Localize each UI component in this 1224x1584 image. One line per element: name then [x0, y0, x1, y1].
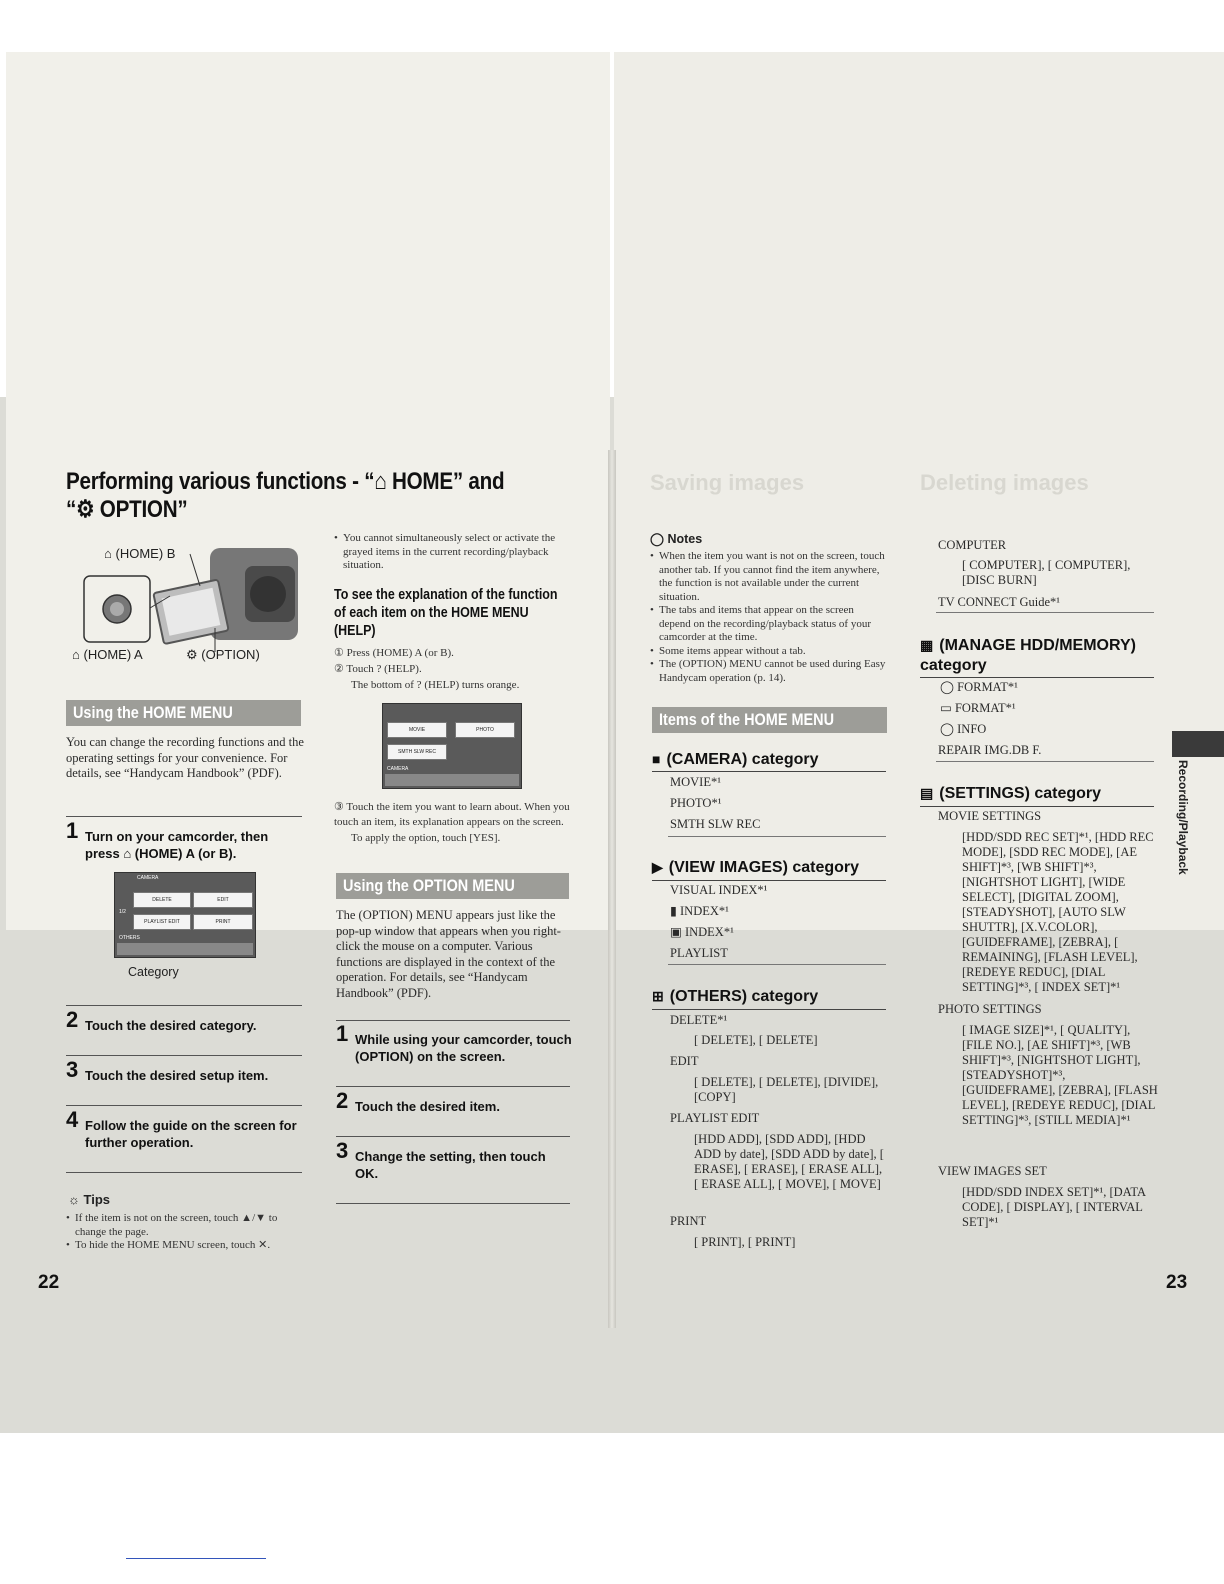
help-step: ③ Touch the item you want to learn about. When you touch an item, its explanation appears on the screen.: [334, 801, 570, 828]
screen-bottom-label: OTHERS: [119, 935, 140, 941]
screen-tab-strip: [117, 943, 253, 955]
divider: [66, 816, 302, 817]
underline-link: [126, 1558, 266, 1559]
settings-group: MOVIE SETTINGS: [938, 809, 1042, 823]
settings-group: VIEW IMAGES SET: [938, 1164, 1047, 1178]
others-subitem: [ DELETE], [ DELETE]: [694, 1033, 818, 1047]
others-item: EDIT: [670, 1054, 699, 1068]
help-screen: [382, 703, 522, 789]
film-icon: ▮: [670, 904, 681, 918]
manage-item: ◯ INFO: [940, 722, 987, 736]
divider: [668, 964, 886, 965]
option-icon: ⚙: [76, 496, 95, 523]
home-icon: ⌂: [123, 846, 132, 861]
toolbox-icon: ⊞: [652, 988, 664, 1004]
others-subitem: [ DELETE], [ DELETE], [DIVIDE], [COPY]: [694, 1075, 879, 1104]
note-item: • You cannot simultaneously select or activate the grayed items in the current recording/playback situation.: [334, 532, 570, 573]
label-home-b: ⌂ (HOME) B: [104, 546, 176, 561]
help-step: To apply the option, touch [YES].: [351, 832, 501, 844]
disc-icon: ◯: [940, 722, 958, 736]
manage-category-heading: ▦ (MANAGE HDD/MEMORY) category: [920, 637, 1136, 674]
settings-category-heading: ▤ (SETTINGS) category: [920, 785, 1102, 802]
step-3: 3 Touch the desired setup item.: [66, 1057, 269, 1083]
divider: [652, 771, 886, 772]
screen-btn-movie: MOVIE: [387, 722, 447, 738]
divider: [936, 761, 1154, 762]
section-bar-items: Items of the HOME MENU: [652, 707, 887, 733]
section-side-label: Recording/Playback: [1176, 760, 1190, 875]
tv-connect-item: TV CONNECT Guide*¹: [938, 595, 1061, 609]
manage-item: ◯ FORMAT*¹: [940, 680, 1018, 694]
others-subitem: [ PRINT], [ PRINT]: [694, 1235, 796, 1249]
divider: [66, 1005, 302, 1006]
section-bar-home-menu: Using the HOME MENU: [66, 700, 301, 726]
screen-tab-strip: [385, 774, 519, 786]
divider: [66, 1105, 302, 1106]
manage-item: REPAIR IMG.DB F.: [938, 743, 1042, 757]
tips-list: [66, 1212, 302, 1253]
camera-item: SMTH SLW REC: [670, 817, 761, 831]
section-bar-option-menu: Using the OPTION MENU: [336, 873, 569, 899]
settings-subitems: [ IMAGE SIZE]*¹, [ QUALITY], [FILE NO.], [AE SHIFT]*³, [WB SHIFT]*³, [NIGHTSHOT LIGHT], [STEADYSHOT]*³, [GUIDEFRAME], [ZEBRA], [FLASH LEVEL], [REDEYE REDUC], [DIAL SETTING]*³, [STILL MEDIA]*¹: [962, 1023, 1158, 1127]
settings-group: PHOTO SETTINGS: [938, 1002, 1042, 1016]
divider: [936, 612, 1154, 613]
person-icon: ▣: [670, 925, 685, 939]
camera-item: PHOTO*¹: [670, 796, 722, 810]
page-fold: [608, 450, 616, 1328]
playback-icon: ▶: [652, 859, 663, 875]
manage-item: ▭ FORMAT*¹: [940, 701, 1016, 715]
screen-btn-photo: PHOTO: [455, 722, 515, 738]
home-menu-screen: [114, 872, 256, 958]
others-item: PRINT: [670, 1214, 707, 1228]
note-item: • Some items appear without a tab.: [650, 645, 886, 659]
help-steps: [334, 645, 570, 693]
home-icon: ⌂: [72, 647, 80, 662]
screen-btn-edit: EDIT: [193, 892, 253, 908]
notes-icon: ◯: [650, 532, 664, 546]
screen-btn-print: PRINT: [193, 914, 253, 930]
divider: [652, 880, 886, 881]
help-heading: To see the explanation of the function of each item on the HOME MENU (HELP): [334, 587, 558, 639]
camera-icon: ■: [652, 751, 661, 767]
lightbulb-icon: ☼: [68, 1192, 80, 1207]
home-menu-text: You can change the recording functions and the operating settings for your convenience. For details, see “Handycam Handbook” (PDF).: [66, 735, 304, 780]
screen-bottom-label: CAMERA: [387, 766, 409, 772]
help-step: ① Press (HOME) A (or B).: [334, 647, 454, 659]
step-4: 4 Follow the guide on the screen for further operation.: [66, 1107, 297, 1150]
option-icon: ⚙: [186, 647, 198, 662]
faded-heading-left: Saving images: [650, 470, 805, 495]
screen-top-label: CAMERA: [137, 875, 159, 881]
toolbox-icon: ▤: [920, 785, 934, 801]
step-2: 2 Touch the desired category.: [66, 1007, 257, 1033]
label-option: ⚙ (OPTION): [186, 647, 260, 662]
category-label: Category: [128, 965, 179, 979]
computer-item: COMPUTER: [938, 538, 1007, 552]
others-item: PLAYLIST EDIT: [670, 1111, 760, 1125]
section-tab: [1172, 731, 1224, 757]
divider: [336, 1203, 570, 1204]
notes-heading: ◯ Notes: [650, 532, 703, 546]
faded-heading-right: Deleting images: [920, 470, 1089, 495]
page-number-left: 22: [38, 1272, 60, 1293]
option-menu-text: The (OPTION) MENU appears just like the pop-up window that appears when you right-click the mouse on a computer. Various functions are displayed in the context of the operation. For details, see “Handycam Handbook” (PDF).: [336, 908, 561, 1000]
notes-list: [650, 550, 886, 685]
help-step: ② Touch ? (HELP).: [334, 663, 422, 675]
camera-category-heading: ■ (CAMERA) category: [652, 751, 819, 768]
tip-item: • If the item is not on the screen, touch ▲/▼ to change the page.: [66, 1212, 302, 1239]
screen-page: 1/2: [119, 909, 126, 915]
view-item: ▣ INDEX*¹: [670, 925, 734, 939]
label-home-a: ⌂ (HOME) A: [72, 647, 143, 662]
divider: [668, 836, 886, 837]
card-icon: ▭: [940, 701, 955, 715]
settings-subitems: [HDD/SDD REC SET]*¹, [HDD REC MODE], [SDD REC MODE], [AE SHIFT]*³, [WB SHIFT]*³, [NIGHTSHOT LIGHT], [WIDE SELECT], [DIGITAL ZOOM], [STEADYSHOT], [AUTO SLW SHUTTR], [X.V.COLOR], [GUIDEFRAME], [ZEBRA], [ REMAINING], [FLASH LEVEL], [REDEYE REDUC], [DIAL SETTING]*³, [ INDEX SET]*¹: [962, 830, 1154, 994]
divider: [336, 1136, 570, 1137]
divider: [920, 806, 1154, 807]
tips-heading: ☼ Tips: [68, 1192, 111, 1207]
help-step-3: [334, 800, 570, 846]
tip-item: • To hide the HOME MENU screen, touch ✕.: [66, 1239, 302, 1253]
page-number-right: 23: [1166, 1272, 1188, 1293]
option-step-2: 2 Touch the desired item.: [336, 1088, 500, 1114]
divider: [336, 1020, 570, 1021]
note-item: • The (OPTION) MENU cannot be used during Easy Handycam operation (p. 14).: [650, 658, 886, 685]
note-item: • When the item you want is not on the screen, touch another tab. If you cannot find the item anywhere, the function is not available under the current situation.: [650, 550, 886, 604]
home-icon: ⌂: [104, 546, 112, 561]
grayed-items-note: [334, 532, 570, 573]
divider: [920, 677, 1154, 678]
others-subitem: [HDD ADD], [SDD ADD], [HDD ADD by date], [SDD ADD by date], [ ERASE], [ ERASE], [ ERASE ALL], [ ERASE ALL], [ MOVE], [ MOVE]: [694, 1132, 884, 1191]
help-step: The bottom of ? (HELP) turns orange.: [351, 679, 520, 691]
note-item: • The tabs and items that appear on the screen depend on the recording/playback status of your camcorder at the time.: [650, 604, 886, 645]
page-title: Performing various functions - “⌂ HOME” and “⚙ OPTION”: [66, 468, 505, 523]
divider: [66, 1055, 302, 1056]
view-item: PLAYLIST: [670, 946, 728, 960]
screen-btn-delete: DELETE: [133, 892, 191, 908]
view-item: ▮ INDEX*¹: [670, 904, 729, 918]
view-item: VISUAL INDEX*¹: [670, 883, 768, 897]
option-step-1: 1 While using your camcorder, touch (OPTION) on the screen.: [336, 1021, 572, 1064]
home-icon: ⌂: [374, 468, 387, 495]
manage-icon: ▦: [920, 637, 934, 653]
divider: [652, 1009, 886, 1010]
computer-subitem: [ COMPUTER], [ COMPUTER], [DISC BURN]: [962, 558, 1131, 587]
divider: [66, 1172, 302, 1173]
step-1: 1 Turn on your camcorder, then press ⌂ (HOME) A (or B).: [66, 818, 269, 861]
divider: [336, 1086, 570, 1087]
settings-subitems: [HDD/SDD INDEX SET]*¹, [DATA CODE], [ DISPLAY], [ INTERVAL SET]*¹: [962, 1185, 1146, 1229]
disc-icon: ◯: [940, 680, 958, 694]
others-item: DELETE*¹: [670, 1013, 728, 1027]
camera-item: MOVIE*¹: [670, 775, 721, 789]
screen-btn-smth-slw-rec: SMTH SLW REC: [387, 744, 447, 760]
others-category-heading: ⊞ (OTHERS) category: [652, 988, 819, 1005]
option-step-3: 3 Change the setting, then touch OK.: [336, 1138, 546, 1181]
screen-btn-playlist-edit: PLAYLIST EDIT: [133, 914, 191, 930]
view-images-category-heading: ▶ (VIEW IMAGES) category: [652, 859, 860, 876]
